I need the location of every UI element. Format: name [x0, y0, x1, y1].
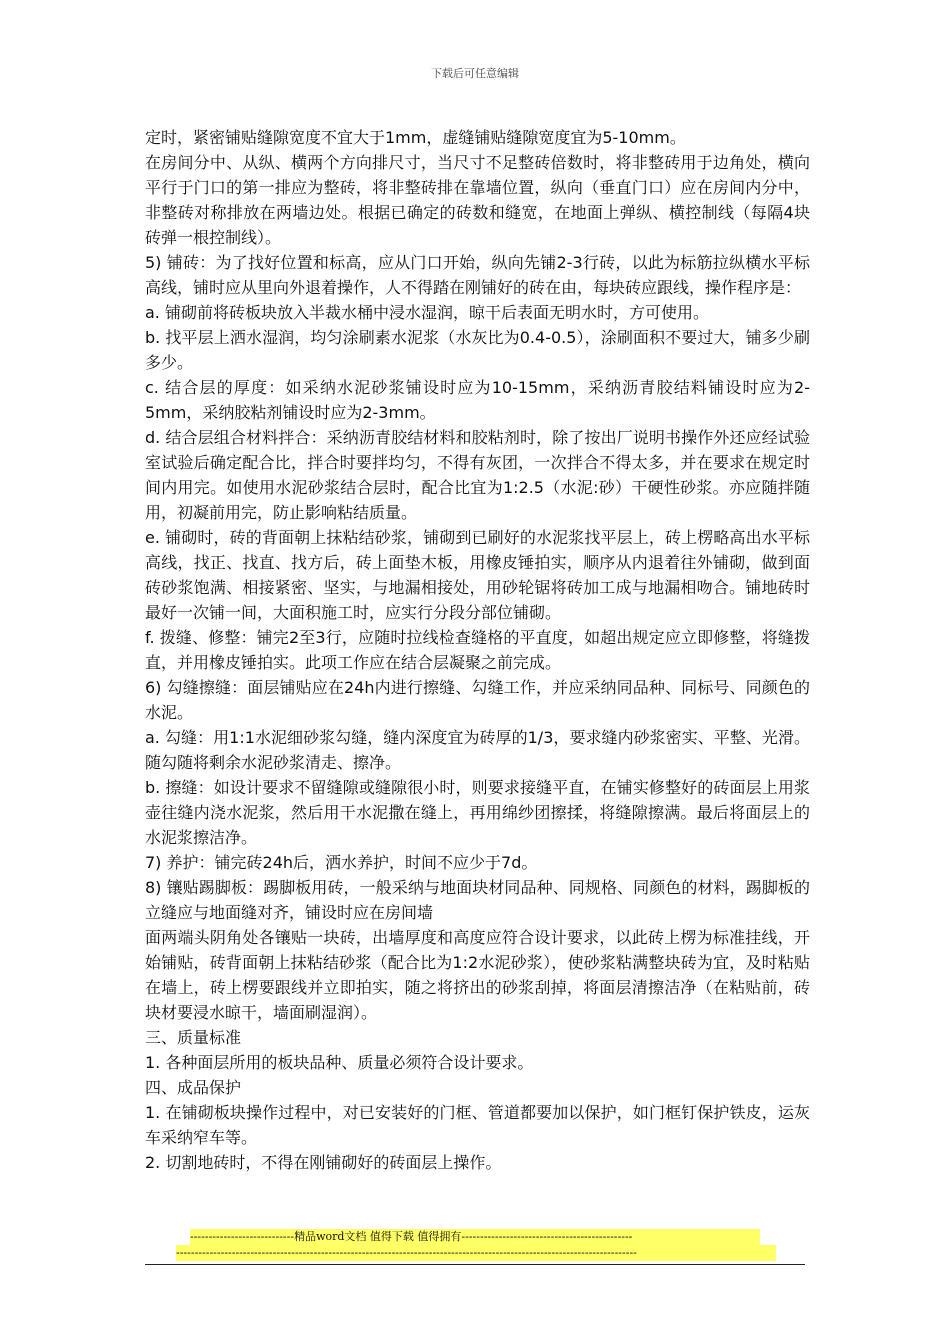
paragraph: 面两端头阴角处各镶贴一块砖，出墙厚度和高度应符合设计要求，以此砖上楞为标准挂线，开始铺贴，砖背面朝上抹粘结砂浆（配合比为1:2水泥砂浆），使砂浆粘满整块砖为宜，及时粘贴在墙上，砖上楞要跟线并立即拍实，随之将挤出的砂浆刮掉，将面层清擦洁净（在粘贴前，砖块材要浸水晾干，墙面刷湿润）。	[145, 928, 810, 1022]
paragraph: 定时，紧密铺贴缝隙宽度不宜大于1mm，虚缝铺贴缝隙宽度宜为5-10mm。	[145, 128, 686, 147]
footer-banner-line: ----------------------------精品word文档 值得下载 值得拥有----------------------------------------------	[190, 1229, 760, 1245]
paragraph: 7) 养护：铺完砖24h后，洒水养护，时间不应少于7d。	[145, 853, 538, 872]
paragraph: 1. 在铺砌板块操作过程中，对已安装好的门框、管道都要加以保护，如门框钉保护铁皮，运灰车采纳窄车等。	[145, 1103, 810, 1147]
paragraph: f. 拨缝、修整：铺完2至3行，应随时拉线检查缝格的平直度，如超出规定应立即修整，将缝拨直，并用橡皮锤拍实。此项工作应在结合层凝聚之前完成。	[145, 628, 810, 672]
paragraph: 8) 镶贴踢脚板：踢脚板用砖，一般采纳与地面块材同品种、同规格、同颜色的材料，踢脚板的立缝应与地面缝对齐，铺设时应在房间墙	[145, 878, 810, 922]
paragraph: b. 擦缝：如设计要求不留缝隙或缝隙很小时，则要求接缝平直，在铺实修整好的砖面层上用浆壶往缝内浇水泥浆，然后用干水泥撒在缝上，再用绵纱团擦揉，将缝隙擦满。最后将面层上的水泥浆擦洁净。	[145, 778, 810, 847]
paragraph: 2. 切割地砖时，不得在刚铺砌好的砖面层上操作。	[145, 1153, 502, 1172]
section-heading: 三、质量标准	[145, 1028, 242, 1047]
paragraph: 6) 勾缝擦缝：面层铺贴应在24h内进行擦缝、勾缝工作，并应采纳同品种、同标号、同颜色的水泥。	[145, 678, 810, 722]
paragraph: e. 铺砌时，砖的背面朝上抹粘结砂浆，铺砌到已刷好的水泥浆找平层上，砖上楞略高出水平标高线，找正、找直、找方后，砖上面垫木板，用橡皮锤拍实，顺序从内退着往外铺砌，做到面砖砂浆饱满、相接紧密、坚实，与地漏相接处，用砂轮锯将砖加工成与地漏相吻合。铺地砖时最好一次铺一间，大面积施工时，应实行分段分部位铺砌。	[145, 528, 810, 622]
paragraph: c. 结合层的厚度：如采纳水泥砂浆铺设时应为10-15mm，采纳沥青胶结料铺设时应为2-5mm，采纳胶粘剂铺设时应为2-3mm。	[145, 378, 810, 422]
footer-rule	[145, 1264, 805, 1265]
paragraph: b. 找平层上洒水湿润，均匀涂刷素水泥浆（水灰比为0.4-0.5），涂刷面积不要过大，铺多少刷多少。	[145, 328, 810, 372]
section-heading: 四、成品保护	[145, 1078, 242, 1097]
paragraph: a. 铺砌前将砖板块放入半裁水桶中浸水湿润，晾干后表面无明水时，方可使用。	[145, 303, 709, 322]
page-header-note: 下载后可任意编辑	[431, 67, 519, 80]
page-footer	[145, 1229, 805, 1265]
paragraph: 1. 各种面层所用的板块品种、质量必须符合设计要求。	[145, 1053, 534, 1072]
document-body	[145, 125, 810, 1175]
paragraph: 在房间分中、从纵、横两个方向排尺寸，当尺寸不足整砖倍数时，将非整砖用于边角处，横向平行于门口的第一排应为整砖，将非整砖排在靠墙位置，纵向（垂直门口）应在房间内分中，非整砖对称排放在两墙边处。根据已确定的砖数和缝宽，在地面上弹纵、横控制线（每隔4块砖弹一根控制线）。	[145, 153, 810, 247]
paragraph: d. 结合层组合材料拌合：采纳沥青胶结材料和胶粘剂时，除了按出厂说明书操作外还应经试验室试验后确定配合比，拌合时要拌均匀，不得有灰团，一次拌合不得太多，并在要求在规定时间内用完。如使用水泥砂浆结合层时，配合比宜为1:2.5（水泥:砂）干硬性砂浆。亦应随拌随用，初凝前用完，防止影响粘结质量。	[145, 428, 810, 522]
paragraph: a. 勾缝：用1:1水泥细砂浆勾缝，缝内深度宜为砖厚的1/3，要求缝内砂浆密实、平整、光滑。随勾随将剩余水泥砂浆清走、擦净。	[145, 728, 810, 772]
paragraph: 5) 铺砖：为了找好位置和标高，应从门口开始，纵向先铺2-3行砖，以此为标筋拉纵横水平标高线，铺时应从里向外退着操作，人不得踏在刚铺好的砖在由，每块砖应跟线，操作程序是：	[145, 253, 810, 297]
footer-dash-line: ----------------------------------------------------------------------------------------------------------------------------	[176, 1245, 776, 1261]
